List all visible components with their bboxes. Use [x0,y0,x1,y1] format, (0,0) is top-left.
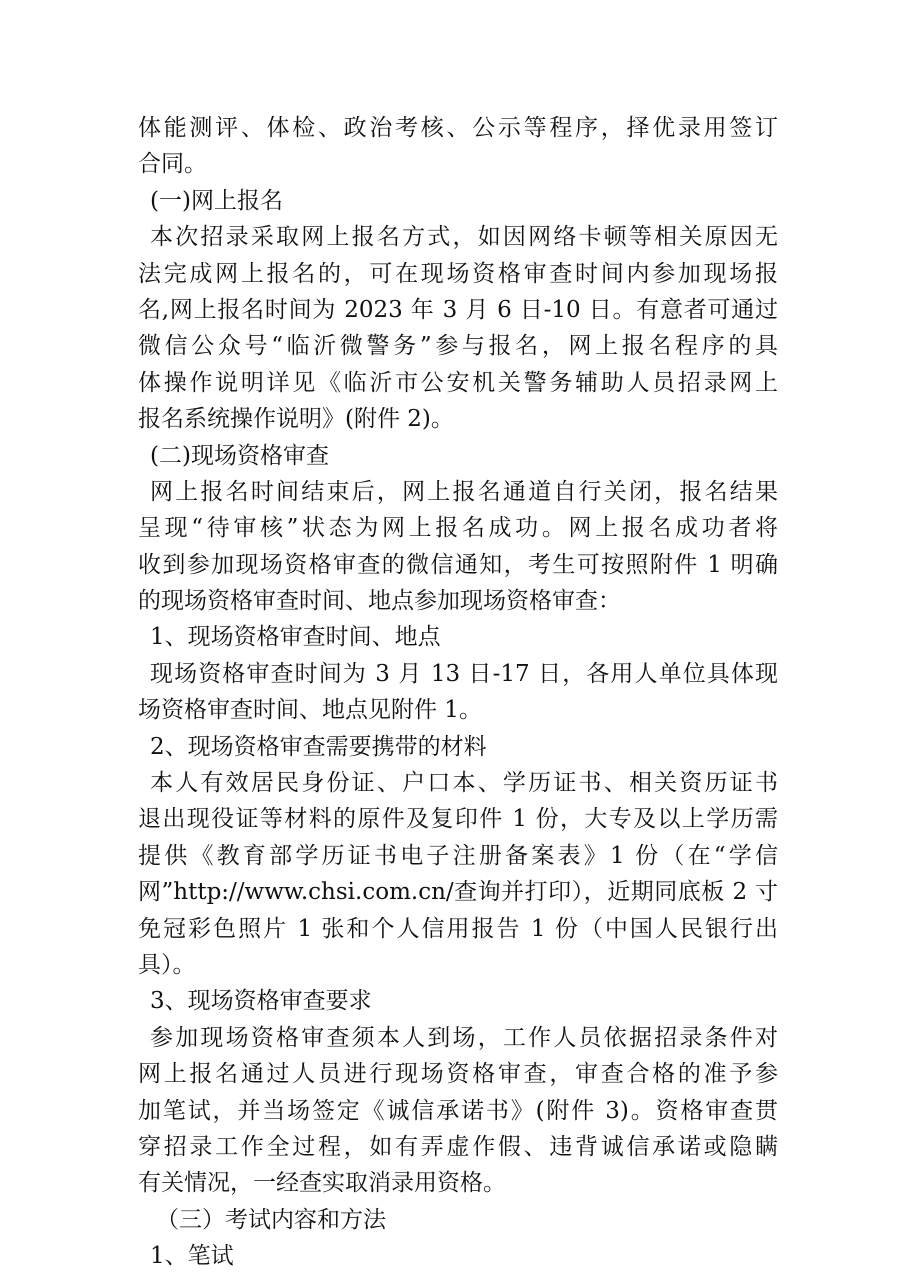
text-line: 穿招录工作全过程，如有弄虚作假、违背诚信承诺或隐瞒 [138,1133,778,1160]
text-line: 报名系统操作说明》(附件 2)。 [138,406,454,433]
section-heading: （三）考试内容和方法 [156,1206,386,1233]
text-line: 免冠彩色照片 1 张和个人信用报告 1 份（中国人民银行出 [138,915,778,942]
subsection-heading: 1、现场资格审查时间、地点 [150,624,441,651]
text-line: 呈现“待审核”状态为网上报名成功。网上报名成功者将 [138,515,778,542]
text-line: 微信公众号“临沂微警务”参与报名，网上报名程序的具 [138,333,778,360]
text-line: 体能测评、体检、政治考核、公示等程序，择优录用签订 [138,115,778,141]
text-line: 法完成网上报名的，可在现场资格审查时间内参加现场报 [138,260,778,287]
text-line: 本次招录采取网上报名方式，如因网络卡顿等相关原因无 [150,224,778,251]
text-line: 合同。 [138,151,207,178]
text-line: 提供《教育部学历证书电子注册备案表》1 份（在“学信 [138,842,778,869]
text-line: 本人有效居民身份证、户口本、学历证书、相关资历证书 [150,770,778,797]
text-line: 加笔试，并当场签定《诚信承诺书》(附件 3)。资格审查贯 [138,1097,778,1124]
text-line: 场资格审查时间、地点见附件 1。 [138,697,482,724]
text-line: 具）。 [138,951,196,978]
subsection-heading: 1、笔试 [150,1243,234,1270]
text-line: 网”http://www.chsi.com.cn/查询并打印），近期同底板 2 寸 [138,879,778,906]
text-line: 退出现役证等材料的原件及复印件 1 份，大专及以上学历需 [138,806,778,833]
text-line: 网上报名时间结束后，网上报名通道自行关闭，报名结果 [150,478,778,505]
subsection-heading: 2、现场资格审查需要携带的材料 [150,733,487,760]
text-line: 的现场资格审查时间、地点参加现场资格审查： [138,588,621,615]
text-line: 网上报名通过人员进行现场资格审查，审查合格的准予参 [138,1061,778,1088]
subsection-heading: 3、现场资格审查要求 [150,988,372,1015]
section-heading: (一)网上报名 [150,187,283,214]
text-line: 名,网上报名时间为 2023 年 3 月 6 日-10 日。有意者可通过 [138,296,778,323]
text-line: 体操作说明详见《临沂市公安机关警务辅助人员招录网上 [138,369,778,396]
section-heading: (二)现场资格审查 [150,442,329,469]
text-line: 有关情况，一经查实取消录用资格。 [138,1170,506,1197]
text-line: 收到参加现场资格审查的微信通知，考生可按照附件 1 明确 [138,551,778,578]
text-line: 现场资格审查时间为 3 月 13 日-17 日，各用人单位具体现 [150,660,778,687]
document-body [138,110,778,1275]
text-line: 参加现场资格审查须本人到场，工作人员依据招录条件对 [150,1024,778,1051]
